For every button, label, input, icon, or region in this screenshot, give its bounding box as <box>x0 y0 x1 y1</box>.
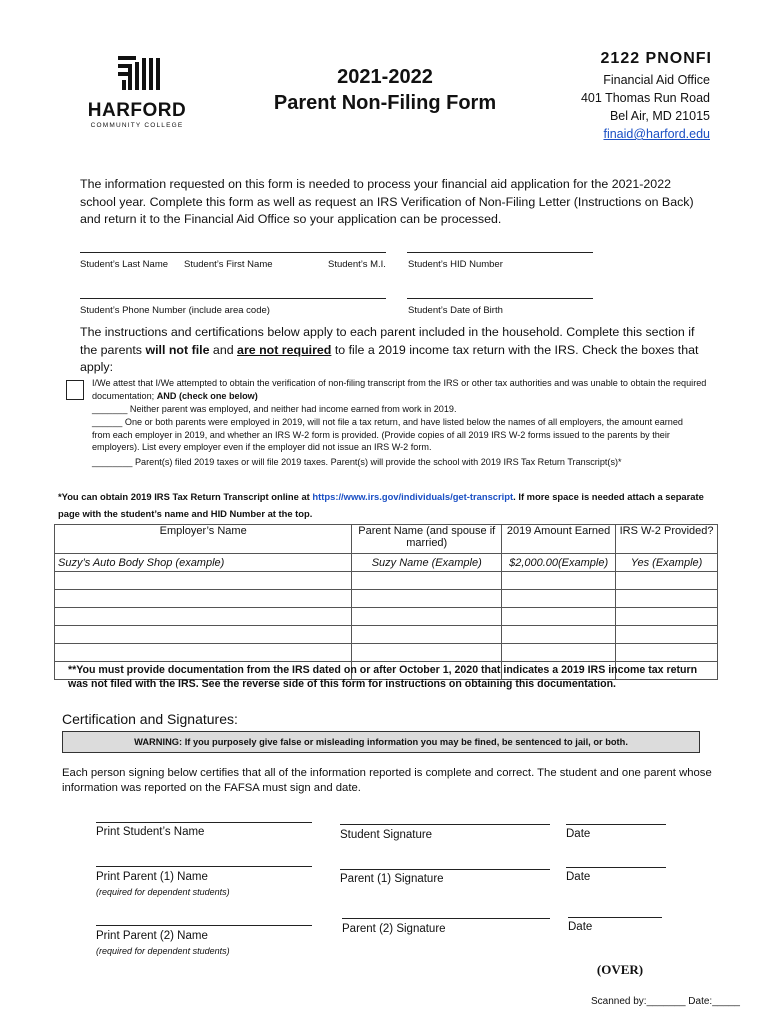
parent1-signature-label: Parent (1) Signature <box>340 873 444 885</box>
student-date-label: Date <box>566 828 591 840</box>
certification-statement: Each person signing below certifies that all of the information reported is complete and correct. The student and one parent whose information was reported on the FAFSA must sign and date. <box>62 767 712 794</box>
table-cell[interactable] <box>502 644 616 662</box>
parent-name-header: Parent Name (and spouse if married) <box>352 525 502 554</box>
student-phone-label: Student’s Phone Number (include area code) <box>80 305 270 316</box>
student-last-name-label: Student’s Last Name <box>80 259 169 270</box>
parent2-signature-line[interactable] <box>342 918 550 919</box>
student-phone-line[interactable] <box>80 298 386 299</box>
student-date-line[interactable] <box>566 824 666 825</box>
student-hid-line[interactable] <box>407 252 593 253</box>
print-student-name-line[interactable] <box>96 822 312 823</box>
transcript-note-text: *You can obtain 2019 IRS Tax Return Transcript online at <box>58 491 313 502</box>
student-name-line[interactable] <box>80 252 386 253</box>
instructions-text-1: The instructions and certifications below apply to each parent included in the household. Complete this section if the parents <box>80 325 695 357</box>
office-name: Financial Aid Office <box>603 73 710 87</box>
form-year: 2021-2022 <box>337 66 433 88</box>
student-signature-line[interactable] <box>340 824 550 825</box>
scanned-by-field[interactable]: Scanned by:_______ Date:_____ <box>590 996 740 1007</box>
table-row[interactable] <box>55 590 718 608</box>
student-dob-label: Student’s Date of Birth <box>408 305 503 316</box>
table-row[interactable] <box>55 572 718 590</box>
instructions-paragraph <box>80 324 710 377</box>
table-cell[interactable] <box>55 572 352 590</box>
table-cell[interactable] <box>352 590 502 608</box>
option-3-blank[interactable]: ________ <box>92 457 133 467</box>
parent2-date-line[interactable] <box>568 917 662 918</box>
table-header-row <box>55 525 718 554</box>
logo-subtitle: COMMUNITY COLLEGE <box>90 122 184 129</box>
attest-checkbox[interactable] <box>66 380 84 400</box>
student-signature-label: Student Signature <box>340 829 433 841</box>
option-1-text: Neither parent was employed, and neither had income earned from work in 2019. <box>127 404 457 414</box>
student-first-name-label: Student’s First Name <box>184 259 273 270</box>
option-2-text: One or both parents were employed in 2019, will not file a tax return, and have listed below the names of all employers, the amount earned from each employer in 2019, and whether an IRS W-2 form is provided. (Provide copies of all 2019 IRS W-2 forms issued to the parents by their employers). List every employer even if the employer did not issue an IRS W-2 form. <box>92 417 683 453</box>
table-row-example <box>55 554 718 572</box>
table-cell[interactable] <box>616 608 718 626</box>
transcript-note <box>58 488 723 522</box>
attest-text: I/We attest that I/We attempted to obtain the verification of non-filing transcript from the IRS or other tax authorities and was unable to obtain the required documentation; <box>92 378 707 401</box>
employer-name-header: Employer’s Name <box>55 525 352 554</box>
office-city: Bel Air, MD 21015 <box>609 109 710 123</box>
example-amount: $2,000.00(Example) <box>502 554 616 572</box>
student-hid-label: Student’s HID Number <box>408 259 503 270</box>
table-cell[interactable] <box>616 590 718 608</box>
table-cell[interactable] <box>352 572 502 590</box>
table-row[interactable] <box>55 644 718 662</box>
parent2-date-label: Date <box>568 921 593 933</box>
documentation-note: **You must provide documentation from the IRS dated on or after October 1, 2020 that indicates a 2019 IRS income tax return was not filed with the IRS. See the reverse side of this form for instructions on obtaining this documentation. <box>68 664 698 690</box>
parent2-required-note: (required for dependent students) <box>96 946 230 956</box>
option-2-blank[interactable]: ______ <box>92 417 123 427</box>
student-mi-label: Student’s M.I. <box>328 259 386 270</box>
form-title: Parent Non-Filing Form <box>273 92 497 114</box>
amount-earned-header: 2019 Amount Earned <box>502 525 616 554</box>
instructions-bold-1: will not file <box>145 342 210 357</box>
employer-table <box>54 524 718 680</box>
attest-statement <box>92 377 712 402</box>
table-cell[interactable] <box>502 626 616 644</box>
parent1-date-label: Date <box>566 871 591 883</box>
table-cell[interactable] <box>352 608 502 626</box>
table-cell[interactable] <box>55 644 352 662</box>
table-cell[interactable] <box>55 590 352 608</box>
table-cell[interactable] <box>616 572 718 590</box>
table-cell[interactable] <box>502 572 616 590</box>
office-street: 401 Thomas Run Road <box>580 91 710 105</box>
irs-transcript-link[interactable]: https://www.irs.gov/individuals/get-transcript <box>312 491 514 502</box>
example-parent: Suzy Name (Example) <box>352 554 502 572</box>
student-dob-line[interactable] <box>407 298 593 299</box>
table-row[interactable] <box>55 608 718 626</box>
warning-box: WARNING: If you purposely give false or misleading information you may be fined, be sentenced to jail, or both. <box>62 731 700 753</box>
attest-option-1[interactable] <box>92 403 712 416</box>
logo-name: HARFORD <box>87 100 187 121</box>
parent1-date-line[interactable] <box>566 867 666 868</box>
instructions-text-3: to file a 2019 income tax return with the IRS. Check the boxes that apply: <box>80 342 699 374</box>
print-student-name-label: Print Student’s Name <box>96 826 205 838</box>
w2-provided-header: IRS W-2 Provided? <box>616 525 718 554</box>
table-cell[interactable] <box>55 626 352 644</box>
table-cell[interactable] <box>55 608 352 626</box>
option-3-text: Parent(s) filed 2019 taxes or will file 2019 taxes. Parent(s) will provide the school with 2019 IRS Tax Return Transcript(s)* <box>132 457 622 467</box>
attest-option-2[interactable] <box>92 416 692 454</box>
table-cell[interactable] <box>352 626 502 644</box>
print-parent1-name-line[interactable] <box>96 866 312 867</box>
print-parent1-name-label: Print Parent (1) Name <box>96 871 208 883</box>
transcript-note-after: . If more space is needed attach a separate page with the student’s name and HID Number at the top. <box>58 491 704 519</box>
parent1-required-note: (required for dependent students) <box>96 887 230 897</box>
parent2-signature-label: Parent (2) Signature <box>342 923 446 935</box>
example-employer: Suzy’s Auto Body Shop (example) <box>55 554 352 572</box>
option-1-blank[interactable]: _______ <box>92 404 128 414</box>
parent1-signature-line[interactable] <box>340 869 550 870</box>
attest-bold: AND (check one below) <box>156 390 258 401</box>
table-row[interactable] <box>55 626 718 644</box>
example-w2: Yes (Example) <box>616 554 718 572</box>
table-cell[interactable] <box>502 590 616 608</box>
table-cell[interactable] <box>352 644 502 662</box>
table-cell[interactable] <box>616 626 718 644</box>
instructions-bold-2: are not required <box>237 342 332 357</box>
over-label: (OVER) <box>596 962 644 977</box>
certification-title: Certification and Signatures: <box>62 711 238 727</box>
office-email-link[interactable]: finaid@harford.edu <box>603 127 710 141</box>
table-cell[interactable] <box>616 644 718 662</box>
table-cell[interactable] <box>502 608 616 626</box>
print-parent2-name-label: Print Parent (2) Name <box>96 930 208 942</box>
form-code: 2122 PNONFI <box>600 50 712 67</box>
intro-paragraph: The information requested on this form is needed to process your financial aid application for the 2021-2022 school year. Complete this form as well as request an IRS Verification of Non-Filing Letter (Instructions on Back) and return it to the Financial Aid Office so your application can be processed. <box>80 177 694 226</box>
attest-option-3[interactable] <box>92 456 712 469</box>
instructions-text-2: and <box>209 342 238 357</box>
print-parent2-name-line[interactable] <box>96 925 312 926</box>
